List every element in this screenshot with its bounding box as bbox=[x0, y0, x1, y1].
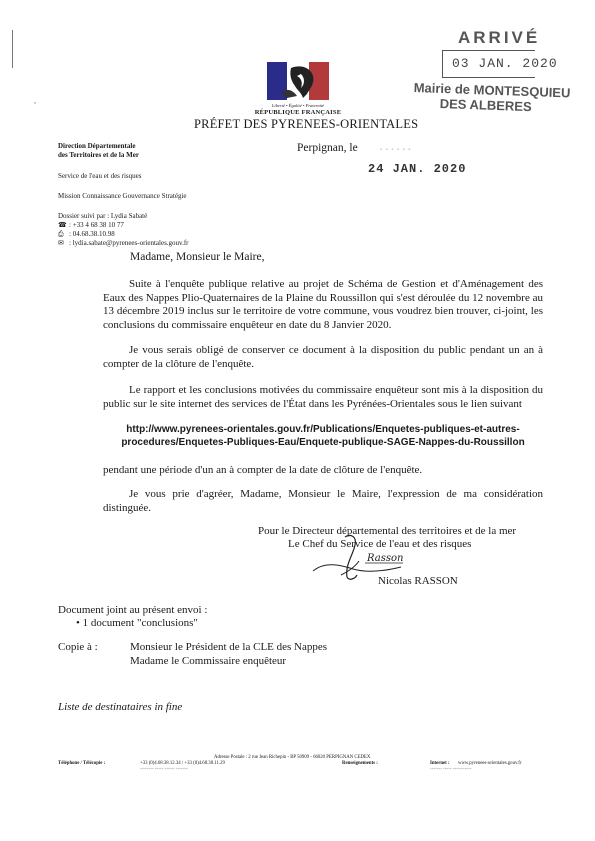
phone-number: : +33 4 68 38 10 77 bbox=[69, 221, 124, 229]
phone-icon: ☎ bbox=[58, 221, 67, 229]
paragraph-3: Le rapport et les conclusions motivées du commissaire enquêteur sont mis à la disposition du public sur le site internet des services de l'État dans les Pyrénées-Orientales sous le lien suivant bbox=[103, 384, 543, 410]
enclosure-heading: Document joint au présent envoi : bbox=[58, 604, 208, 616]
mission-name: Mission Connaissance Gouvernance Stratégie bbox=[58, 192, 187, 200]
footer-tel: +33 (0)4.68.38.12.34 / +33 (0)4.68.38.11.29 bbox=[140, 761, 225, 766]
paragraph-4: pendant une période d'un an à compter de la date de clôture de l'enquête. bbox=[103, 464, 423, 476]
phone-row bbox=[58, 221, 189, 230]
republique-logo bbox=[252, 62, 344, 116]
dossier-contact: Dossier suivi par : Lydia Sabaté bbox=[58, 212, 148, 220]
stamp-albere: DES ALBERES bbox=[439, 96, 532, 115]
signature-line2: Le Chef du Service de l'eau et des risques bbox=[288, 538, 472, 550]
fax-icon: ⎙ bbox=[58, 230, 64, 238]
signatory-name: Nicolas RASSON bbox=[378, 575, 458, 587]
footer-faint-text-left: ▪▪▪▪▪▪▪▪ ▪▪▪▪▪ ▪▪▪▪▪▪ ▪▪▪▪▪▪▪ bbox=[140, 767, 188, 772]
republic-motto: Liberté • Égalité • Fraternité bbox=[271, 103, 325, 108]
email-row bbox=[58, 239, 189, 248]
letter-date-stamp: 24 JAN. 2020 bbox=[368, 162, 467, 176]
link-line2[interactable]: procedures/Enquetes-Publiques-Eau/Enquete-publique-SAGE-Nappes-du-Roussillon bbox=[121, 437, 525, 448]
signature-line1: Pour le Directeur départemental des territoires et de la mer bbox=[258, 525, 517, 537]
signature-word: Rasson bbox=[367, 553, 404, 564]
scan-edge-mark bbox=[12, 30, 13, 68]
email-icon: ✉ bbox=[58, 239, 64, 247]
stamp-title: ARRIVÉ bbox=[458, 28, 541, 47]
copy-recipients bbox=[130, 641, 327, 668]
place-label: Perpignan, le bbox=[297, 142, 358, 154]
fax-row bbox=[58, 230, 189, 239]
faint-stamp-mark: ▪ ▪ ▪ ▪ ▪ ▪ bbox=[380, 147, 412, 153]
paragraph-5: Je vous prie d'agréer, Madame, Monsieur le Maire, l'expression de ma considération distinguée. bbox=[103, 488, 543, 514]
stamp-mairie: Mairie de MONTESQUIEU bbox=[413, 80, 571, 101]
email-address[interactable]: : lydia.sabate@pyrenees-orientales.gouv.fr bbox=[69, 239, 189, 247]
arrival-stamp bbox=[413, 28, 571, 118]
direction-line2: des Territoires et de la Mer bbox=[58, 151, 139, 159]
stamp-date: 03 JAN. 2020 bbox=[452, 56, 558, 71]
copy-recipient-1: Monsieur le Président de la CLE des Nappes bbox=[130, 641, 328, 653]
link-line1[interactable]: http://www.pyrenees-orientales.gouv.fr/Publications/Enquetes-publiques-et-autres- bbox=[126, 424, 520, 435]
salutation: Madame, Monsieur le Maire, bbox=[130, 251, 265, 263]
recipients-list-note: Liste de destinataires in fine bbox=[58, 701, 183, 713]
scan-speck: , bbox=[34, 96, 36, 105]
direction-line1: Direction Départementale bbox=[58, 142, 136, 150]
paragraph-2: Je vous serais obligé de conserver ce document à la disposition du public pendant un an à compter de la clôture de l'enquête. bbox=[103, 344, 543, 370]
republic-name: RÉPUBLIQUE FRANÇAISE bbox=[254, 109, 342, 116]
prefet-heading: PRÉFET DES PYRENEES-ORIENTALES bbox=[194, 117, 419, 131]
footer-info-label: Renseignements : bbox=[342, 761, 378, 766]
paragraph-1: Suite à l'enquête publique relative au projet de Schéma de Gestion et d'Aménagement des Eaux des Nappes Plio-Quaternaires de la Plaine du Roussillon qui s'est déroulée du 12 novembre au 13 décembre 2019 inclus sur le territoire de votre commune, vous voudrez bien trouver, ci-joint, les conclusions du commissaire enquêteur en date du 8 Janvier 2020. bbox=[103, 278, 543, 331]
marianne-icon bbox=[267, 62, 329, 100]
footer-address: Adresse Postale : 2 rue Jean Richepin - BP 50909 - 66020 PERPIGNAN CEDEX bbox=[214, 755, 371, 760]
copy-recipient-2: Madame le Commissaire enquêteur bbox=[130, 654, 287, 667]
sender-block bbox=[58, 142, 189, 248]
publication-link[interactable] bbox=[103, 423, 543, 449]
enclosure-item: • 1 document "conclusions" bbox=[76, 617, 198, 629]
footer-internet[interactable]: www.pyrenees-orientales.gouv.fr bbox=[458, 761, 522, 766]
footer-faint-text-right: ▪▪▪▪▪▪▪ ▪▪▪▪▪ ▪▪▪▪▪▪▪▪▪▪▪ bbox=[430, 767, 472, 772]
fax-number: : 04.68.38.10.98 bbox=[69, 230, 115, 238]
service-name: Service de l'eau et des risques bbox=[58, 172, 142, 180]
copy-label: Copie à : bbox=[58, 641, 98, 653]
footer-internet-label: Internet : bbox=[430, 761, 450, 766]
footer-tel-label: Téléphone / Télécopie : bbox=[58, 761, 106, 766]
